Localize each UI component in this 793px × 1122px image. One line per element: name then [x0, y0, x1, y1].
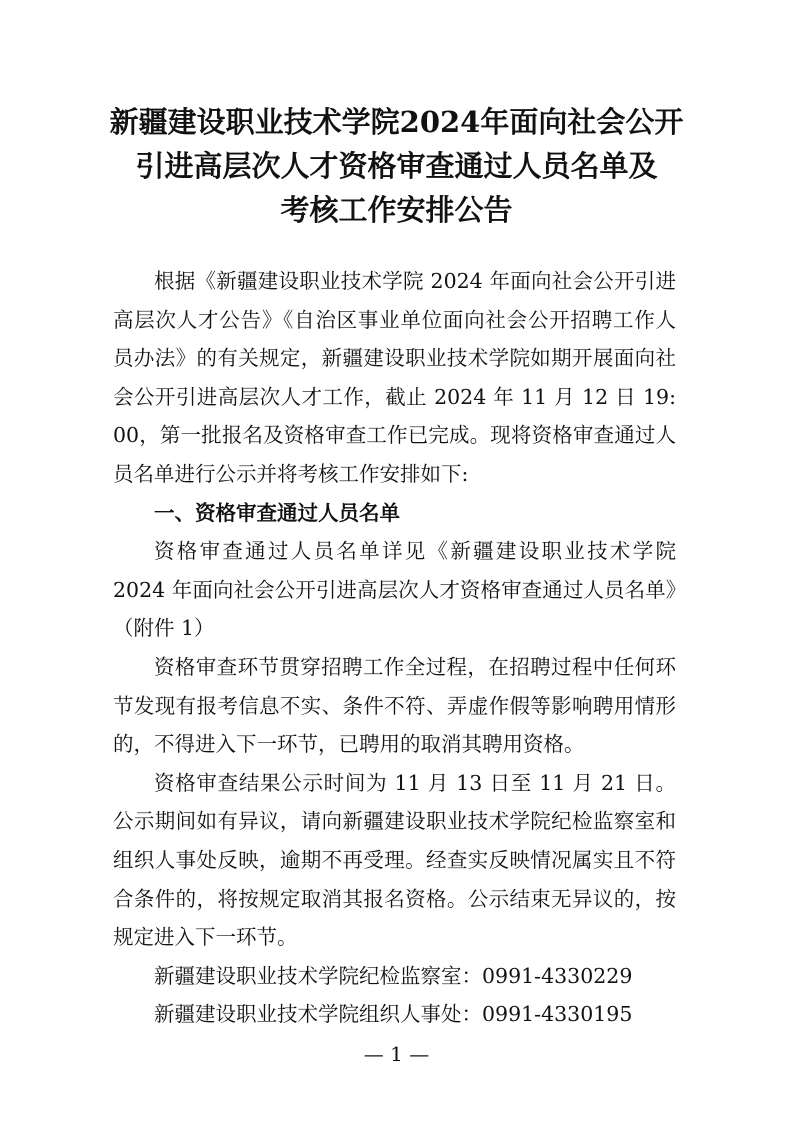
- page-number: — 1 —: [363, 1042, 430, 1066]
- paragraph-review-process: 资格审查环节贯穿招聘工作全过程，在招聘过程中任何环节发现有报考信息不实、条件不符、弄虚作假等影响聘用情形的，不得进入下一环节，已聘用的取消其聘用资格。: [113, 654, 676, 757]
- title-line-3: 考核工作安排公告: [280, 193, 513, 227]
- paragraph-publicity-period: 资格审查结果公示时间为 11 月 13 日至 11 月 21 日。公示期间如有异议，请向新疆建设职业技术学院纪检监察室和组织人事处反映，逾期不再受理。经查实反映情况属实且不符合条件的，将按规定取消其报名资格。公示结束无异议的，按规定进入下一环节。: [113, 770, 676, 950]
- paragraph-name-list: 资格审查通过人员名单详见《新疆建设职业技术学院 2024 年面向社会公开引进高层次人才资格审查通过人员名单》（附件 1）: [113, 539, 676, 641]
- title-line-1: 新疆建设职业技术学院2024年面向社会公开: [109, 105, 684, 139]
- paragraph-intro: 根据《新疆建设职业技术学院 2024 年面向社会公开引进高层次人才公告》《自治区事业单位面向社会公开招聘工作人员办法》的有关规定，新疆建设职业技术学院如期开展面向社会公开引进高层次人才工作，截止 2024 年 11 月 12 日 19: 00，第一批报名及资格审查工作已完成。现将资格审查通过人员名单进行公示并将考核工作安排如下:: [113, 269, 676, 486]
- document-body: [113, 262, 676, 1034]
- section-heading-1: 一、资格审查通过人员名单: [154, 500, 400, 525]
- title-line-2: 引进高层次人才资格审查通过人员名单及: [135, 149, 658, 183]
- document-title: [90, 100, 703, 232]
- contact-discipline-office: 新疆建设职业技术学院纪检监察室：0991-4330229: [154, 963, 633, 988]
- contact-personnel-office: 新疆建设职业技术学院组织人事处：0991-4330195: [154, 1002, 633, 1027]
